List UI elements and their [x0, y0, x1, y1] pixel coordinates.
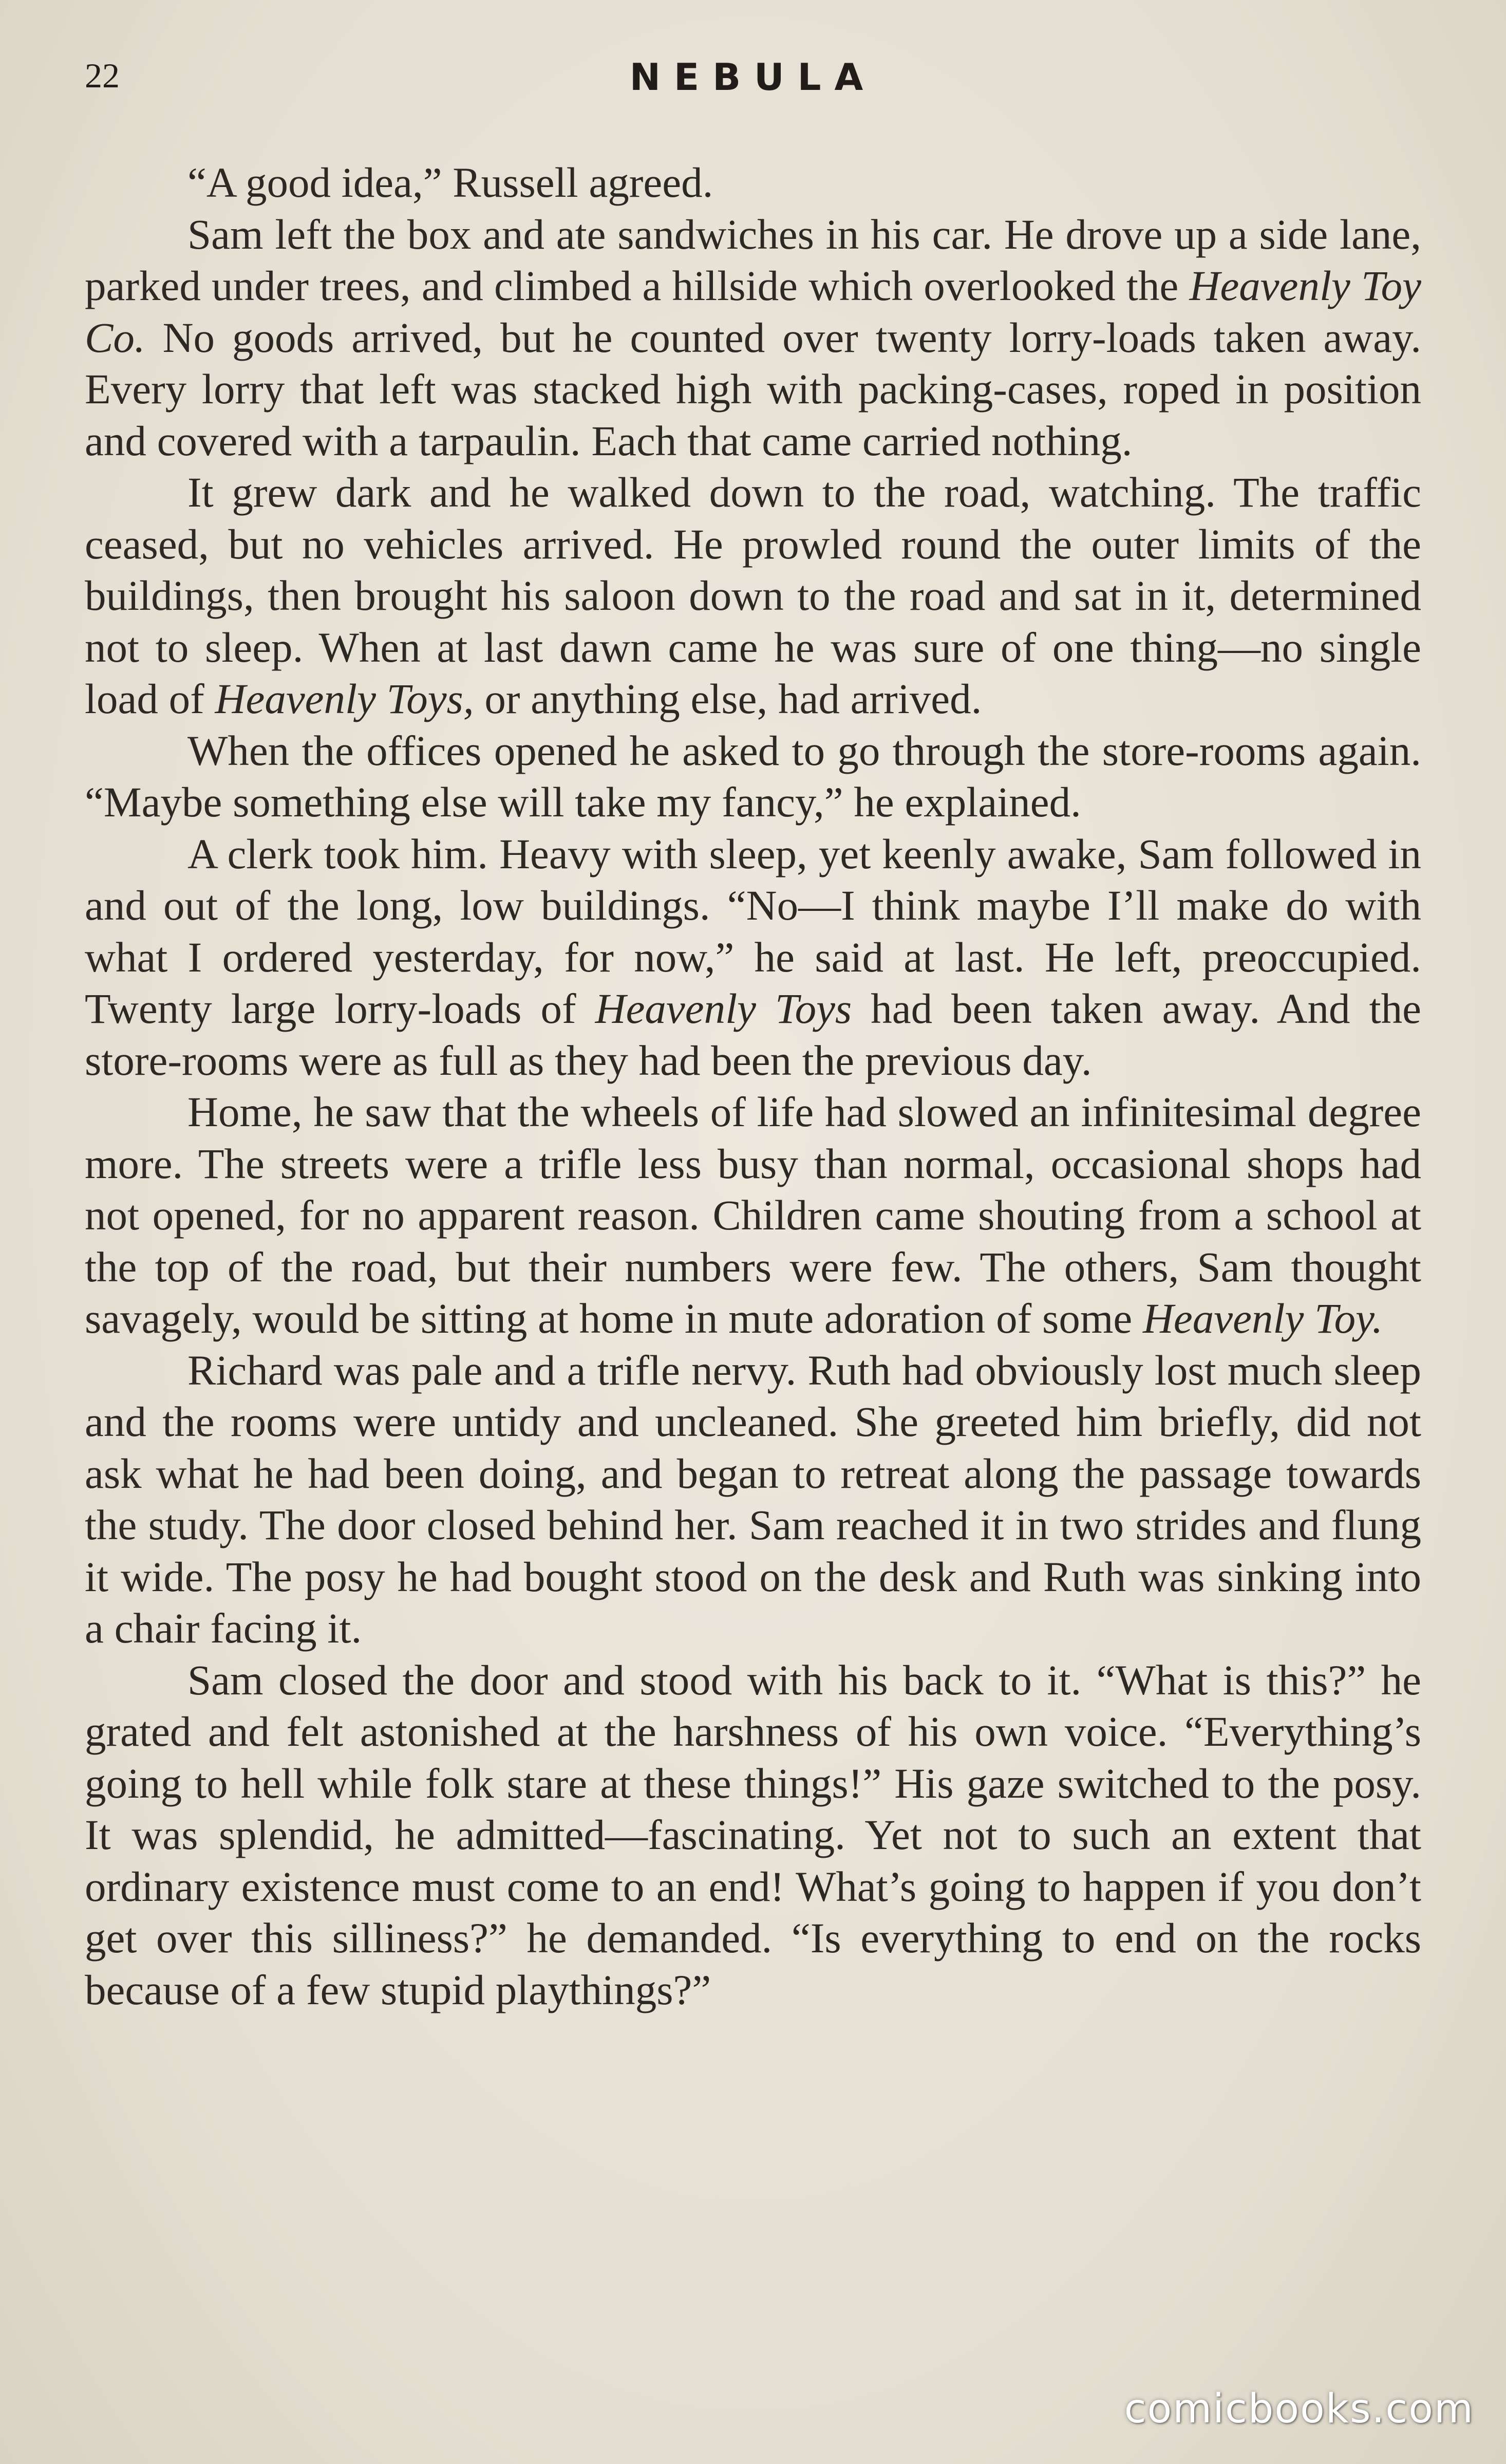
- page-number: 22: [85, 56, 120, 95]
- italic-title-run: Heavenly Toy Co.: [85, 262, 1421, 361]
- paragraph: [85, 209, 1421, 467]
- running-title: NEBULA: [629, 55, 877, 99]
- story-text: [85, 157, 1421, 2015]
- text-run: “A good idea,” Russell agreed.: [187, 159, 713, 206]
- paragraph: [85, 1345, 1421, 1654]
- paragraph: [85, 725, 1421, 828]
- site-watermark: comicbooks.com: [1124, 2386, 1474, 2432]
- text-run: Richard was pale and a trifle nervy. Ruth had obviously lost much sleep and the rooms were untidy and uncleaned. She greeted him briefly, did not ask what he had been doing, and began to retreat along the passage towards the study. The door closed behind her. Sam reached it in two strides and flung it wide. The posy he had bought stood on the desk and Ruth was sinking into a chair facing it.: [85, 1346, 1421, 1652]
- italic-title-run: Heavenly Toys,: [215, 675, 474, 722]
- text-run: When the offices opened he asked to go through the store-rooms again. “Maybe something else will take my fancy,” he explained.: [85, 726, 1421, 826]
- text-run: No goods arrived, but he counted over twenty lorry-loads taken away. Every lorry that left was stacked high with packing-cases, roped in position and covered with a tarpaulin. Each that came carried nothing.: [85, 313, 1421, 464]
- text-run: It grew dark and he walked down to the road, watching. The traffic ceased, but no vehicles arrived. He prowled round the outer limits of the buildings, then brought his saloon down to the road and sat in it, determined not to sleep. When at last dawn came he was sure of one thing—no single load of: [85, 469, 1421, 722]
- paragraph: [85, 1654, 1421, 2016]
- paragraph: [85, 828, 1421, 1087]
- paragraph: [85, 1086, 1421, 1345]
- text-run: A clerk took him. Heavy with sleep, yet keenly awake, Sam followed in and out of the long, low buildings. “No—I think maybe I’ll make do with what I ordered yesterday, for now,” he said at last. He left, preoccupied. Twenty large lorry-loads of: [85, 830, 1421, 1032]
- paragraph: [85, 157, 1421, 209]
- italic-title-run: Heavenly Toys: [595, 985, 852, 1032]
- paragraph: [85, 466, 1421, 725]
- page-header: [85, 55, 1421, 112]
- text-run: or anything else, had arrived.: [474, 675, 982, 722]
- text-run: Home, he saw that the wheels of life had slowed an infinitesimal degree more. The streets were a trifle less busy than normal, occasional shops had not opened, for no apparent reason. Children came shouting from a school at the top of the road, but their numbers were few. The others, Sam thought savagely, would be sitting at home in mute adoration of some: [85, 1088, 1421, 1342]
- text-run: Sam closed the door and stood with his back to it. “What is this?” he grated and felt astonished at the harshness of his own voice. “Everything’s going to hell while folk stare at these things!” His gaze switched to the posy. It was splendid, he admitted—fascinating. Yet not to such an extent that ordinary existence must come to an end! What’s going to happen if you don’t get over this silliness?” he demanded. “Is everything to end on the rocks because of a few stupid playthings?”: [85, 1656, 1421, 2013]
- italic-title-run: Heavenly Toy.: [1142, 1295, 1383, 1342]
- text-run: Sam left the box and ate sandwiches in his car. He drove up a side lane, parked under trees, and climbed a hillside which overlooked the: [85, 210, 1421, 309]
- text-run: had been taken away. And the store-rooms were as full as they had been the previous day.: [85, 985, 1421, 1084]
